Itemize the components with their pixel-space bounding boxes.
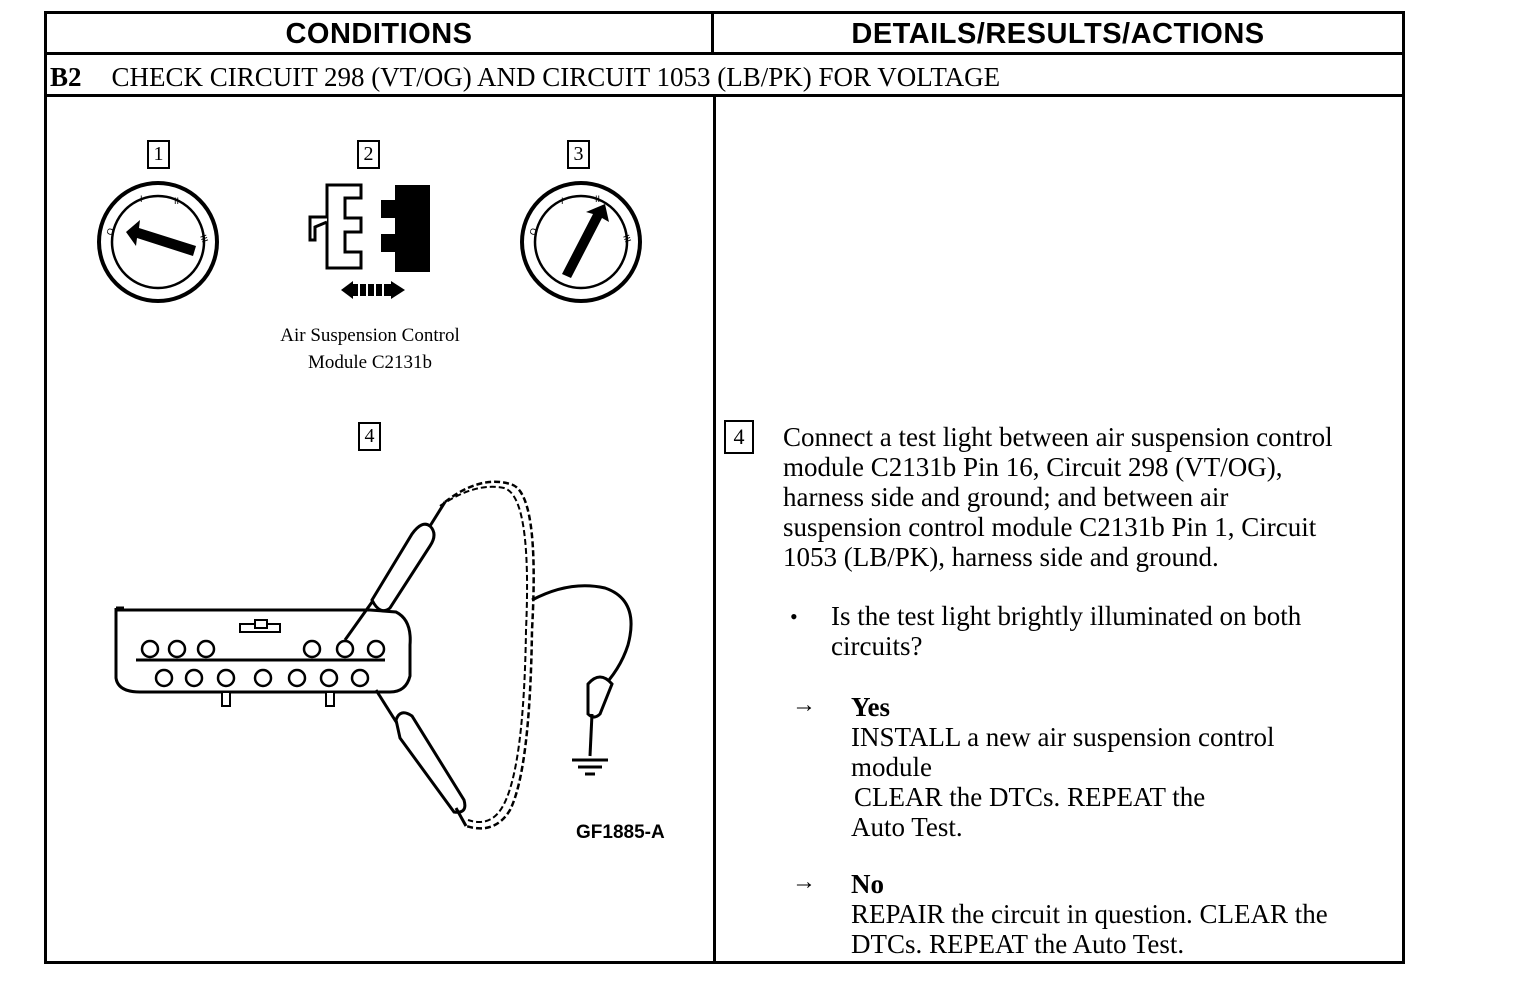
- ignition-switch-off-icon: [96, 180, 220, 304]
- details-header: DETAILS/RESULTS/ACTIONS: [851, 18, 1265, 50]
- step-title: CHECK CIRCUIT 298 (VT/OG) AND CIRCUIT 1053 (LB/PK) FOR VOLTAGE: [111, 62, 1001, 92]
- figure-label-4: 4: [358, 422, 381, 451]
- figure-label-1: 1: [147, 140, 170, 169]
- svg-text:I: I: [140, 194, 143, 204]
- instruction-line-5: 1053 (LB/PK), harness side and ground.: [783, 542, 1219, 572]
- column-divider: [713, 94, 716, 964]
- yes-line-4: Auto Test.: [851, 812, 963, 842]
- no-line-1: REPAIR the circuit in question. CLEAR the: [851, 899, 1328, 929]
- yes-label: Yes: [851, 692, 890, 722]
- figure-caption: [250, 322, 490, 376]
- instruction-line-4: suspension control module C2131b Pin 1, Circuit: [783, 512, 1317, 542]
- ignition-switch-run-icon: [519, 180, 643, 304]
- instruction-line-3: harness side and ground; and between air: [783, 482, 1229, 512]
- question-line-2: circuits?: [831, 631, 923, 661]
- instruction-text: [783, 422, 1333, 572]
- caption-line-1: Air Suspension Control: [280, 325, 460, 346]
- no-arrow-icon: →: [792, 869, 816, 895]
- test-light-connector-icon: [100, 470, 660, 840]
- figure-label-2: 2: [357, 140, 380, 169]
- yes-line-3: CLEAR the DTCs. REPEAT the: [854, 782, 1206, 812]
- bullet-icon: •: [790, 604, 798, 629]
- step-id: B2: [50, 62, 82, 92]
- figure-label-3: 3: [567, 140, 590, 169]
- step-title-row: [50, 58, 1000, 96]
- no-label: No: [851, 869, 884, 899]
- ground-symbol-icon: [572, 760, 608, 774]
- yes-line-2: module: [851, 752, 932, 782]
- question-line-1: Is the test light brightly illuminated on both: [831, 601, 1302, 631]
- instruction-line-2: module C2131b Pin 16, Circuit 298 (VT/OG),: [783, 452, 1283, 482]
- svg-text:II: II: [595, 194, 601, 204]
- yes-line-1: INSTALL a new air suspension control: [851, 722, 1275, 752]
- svg-text:I: I: [561, 196, 564, 206]
- conditions-header: CONDITIONS: [285, 18, 473, 50]
- details-step-number: 4: [724, 420, 754, 454]
- svg-text:II: II: [174, 196, 180, 206]
- caption-line-2: Module C2131b: [307, 352, 433, 373]
- figure-id: GF1885-A: [576, 822, 665, 843]
- svg-text:O: O: [104, 226, 117, 237]
- no-line-2: DTCs. REPEAT the Auto Test.: [851, 929, 1185, 959]
- svg-text:O: O: [527, 226, 540, 237]
- svg-text:III: III: [621, 233, 634, 244]
- svg-text:III: III: [198, 233, 211, 244]
- yes-block: [851, 692, 1275, 842]
- no-block: [851, 869, 1328, 959]
- question-text: [831, 601, 1301, 661]
- yes-arrow-icon: →: [792, 692, 816, 718]
- connector-disconnect-icon: [305, 182, 435, 307]
- instruction-line-1: Connect a test light between air suspension control: [783, 422, 1333, 452]
